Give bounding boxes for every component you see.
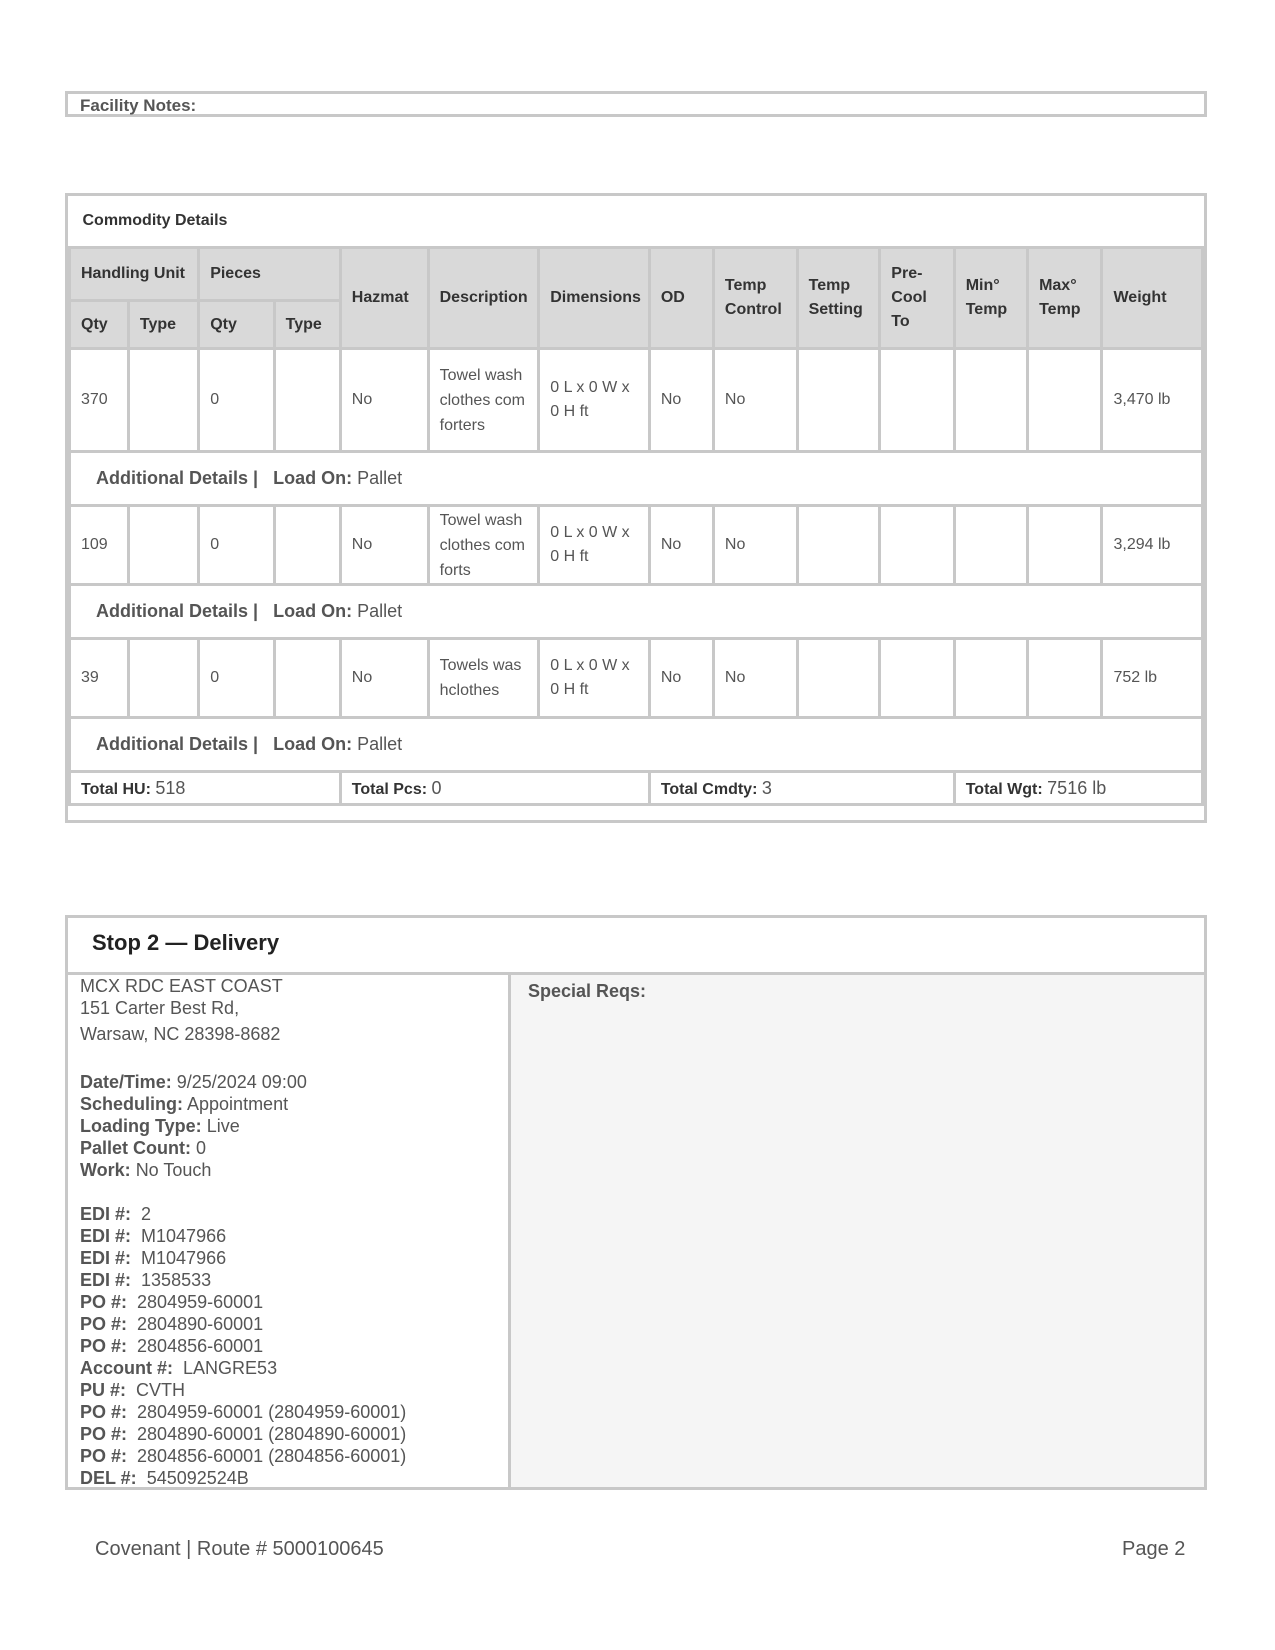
load-on-value: Pallet (357, 734, 403, 754)
special-reqs-panel (511, 975, 1204, 1487)
min-temp-cell (954, 349, 1027, 452)
table-row (70, 506, 1203, 585)
additional-details-cell (70, 585, 1203, 639)
od-cell: No (649, 639, 713, 718)
pc-type-cell (274, 349, 340, 452)
temp-control-cell: No (713, 506, 797, 585)
total-hu-value: 518 (155, 777, 186, 798)
od-cell: No (649, 349, 713, 452)
ref-line: PO #: 2804890-60001 (80, 1314, 264, 1334)
header-hazmat: Hazmat (340, 248, 428, 349)
total-pcs-cell (340, 772, 649, 805)
total-pcs-label: Total Pcs: (351, 780, 428, 798)
additional-details-row (70, 718, 1203, 772)
additional-details-row (70, 585, 1203, 639)
dimensions-cell: 0 L x 0 W x 0 H ft (539, 349, 650, 452)
facility-notes-box (65, 91, 1207, 117)
address-line: MCX RDC EAST COAST (80, 976, 283, 996)
header-dimensions: Dimensions (539, 248, 650, 349)
hu-type-cell (128, 506, 198, 585)
header-handling-unit: Handling Unit (70, 248, 199, 301)
hazmat-cell: No (340, 506, 428, 585)
temp-control-cell: No (713, 349, 797, 452)
table-row (70, 349, 1203, 452)
description-cell: Towel washclothes comforts (428, 506, 539, 585)
additional-details-row (70, 452, 1203, 506)
load-on-value: Pallet (357, 468, 403, 488)
header-temp-setting: Temp Setting (797, 248, 880, 349)
min-temp-cell (954, 506, 1027, 585)
header-weight: Weight (1102, 248, 1203, 349)
facility-notes-label: Facility Notes: (80, 96, 197, 115)
stop-title: Stop 2 — Delivery (92, 930, 280, 955)
ref-line: PO #: 2804890-60001 (2804890-60001) (80, 1424, 407, 1444)
additional-details-cell (70, 718, 1203, 772)
load-on-value: Pallet (357, 601, 403, 621)
pre-cool-cell (880, 349, 954, 452)
hu-type-cell (128, 349, 198, 452)
stop-header (68, 918, 1204, 975)
od-cell: No (649, 506, 713, 585)
ref-line: PO #: 2804856-60001 (2804856-60001) (80, 1446, 407, 1466)
pc-qty-cell: 0 (199, 506, 274, 585)
address-line: Warsaw, NC 28398-8682 (80, 1024, 281, 1044)
commodity-table (68, 196, 1204, 806)
hazmat-cell: No (340, 349, 428, 452)
total-wgt-value: 7516 lb (1047, 777, 1107, 798)
temp-setting-cell (797, 506, 880, 585)
pre-cool-cell (880, 506, 954, 585)
header-pc-type: Type (274, 301, 340, 349)
totals-row (70, 772, 1203, 805)
footer-page-number: Page 2 (1122, 1538, 1186, 1560)
temp-setting-cell (797, 349, 880, 452)
hu-type-cell (128, 639, 198, 718)
detail-loading-type: Loading Type: Live (80, 1116, 240, 1136)
load-on-label: Load On: (273, 734, 353, 754)
footer-route: Covenant | Route # 5000100645 (95, 1538, 384, 1560)
temp-setting-cell (797, 639, 880, 718)
load-on-label: Load On: (273, 601, 353, 621)
ref-line: EDI #: 1358533 (80, 1270, 212, 1290)
pc-type-cell (274, 639, 340, 718)
min-temp-cell (954, 639, 1027, 718)
header-pc-qty: Qty (199, 301, 274, 349)
detail-work: Work: No Touch (80, 1160, 212, 1180)
detail-scheduling: Scheduling: Appointment (80, 1094, 289, 1114)
total-hu-label: Total HU: (81, 780, 151, 798)
additional-details-label: Additional Details | (96, 601, 259, 621)
description-cell: Towels washclothes (428, 639, 539, 718)
max-temp-cell (1028, 506, 1102, 585)
temp-control-cell: No (713, 639, 797, 718)
stop-details-panel (68, 975, 511, 1487)
hu-qty-cell: 109 (70, 506, 129, 585)
ref-line: PO #: 2804959-60001 (2804959-60001) (80, 1402, 407, 1422)
dimensions-cell: 0 L x 0 W x 0 H ft (539, 506, 650, 585)
detail-pallet-count: Pallet Count: 0 (80, 1138, 207, 1158)
hu-qty-cell: 39 (70, 639, 129, 718)
ref-line: DEL #: 545092524B (80, 1468, 249, 1488)
hazmat-cell: No (340, 639, 428, 718)
description-cell: Towel washclothes comforters (428, 349, 539, 452)
header-hu-qty: Qty (70, 301, 129, 349)
total-cmdty-cell (649, 772, 954, 805)
header-pieces: Pieces (199, 248, 341, 301)
commodity-title: Commodity Details (70, 196, 1203, 248)
dimensions-cell: 0 L x 0 W x 0 H ft (539, 639, 650, 718)
total-cmdty-value: 3 (761, 777, 772, 798)
pc-qty-cell: 0 (199, 349, 274, 452)
ref-line: EDI #: M1047966 (80, 1226, 227, 1246)
total-wgt-label: Total Wgt: (965, 780, 1043, 798)
stop-box (65, 915, 1207, 1490)
additional-details-cell (70, 452, 1203, 506)
load-on-label: Load On: (273, 468, 353, 488)
total-wgt-cell (954, 772, 1202, 805)
ref-line: PO #: 2804959-60001 (80, 1292, 264, 1312)
header-min-temp: Min° Temp (954, 248, 1027, 349)
pre-cool-cell (880, 639, 954, 718)
ref-line: PO #: 2804856-60001 (80, 1336, 264, 1356)
ref-line: EDI #: 2 (80, 1204, 152, 1224)
header-description: Description (428, 248, 539, 349)
hu-qty-cell: 370 (70, 349, 129, 452)
address-line: 151 Carter Best Rd, (80, 998, 240, 1018)
header-od: OD (649, 248, 713, 349)
detail-date-time: Date/Time: 9/25/2024 09:00 (80, 1072, 307, 1092)
weight-cell: 752 lb (1102, 639, 1203, 718)
total-cmdty-label: Total Cmdty: (660, 780, 758, 798)
max-temp-cell (1028, 349, 1102, 452)
ref-line: EDI #: M1047966 (80, 1248, 227, 1268)
weight-cell: 3,294 lb (1102, 506, 1203, 585)
table-row (70, 639, 1203, 718)
header-hu-type: Type (128, 301, 198, 349)
additional-details-label: Additional Details | (96, 468, 259, 488)
max-temp-cell (1028, 639, 1102, 718)
header-max-temp: Max° Temp (1028, 248, 1102, 349)
total-pcs-value: 0 (431, 777, 442, 798)
additional-details-label: Additional Details | (96, 734, 259, 754)
total-hu-cell (70, 772, 341, 805)
special-reqs-label: Special Reqs: (528, 981, 647, 1001)
pc-qty-cell: 0 (199, 639, 274, 718)
ref-line: Account #: LANGRE53 (80, 1358, 278, 1378)
header-pre-cool-to: Pre-Cool To (880, 248, 954, 349)
pc-type-cell (274, 506, 340, 585)
commodity-details-box (65, 193, 1207, 823)
weight-cell: 3,470 lb (1102, 349, 1203, 452)
header-temp-control: Temp Control (713, 248, 797, 349)
ref-line: PU #: CVTH (80, 1380, 186, 1400)
